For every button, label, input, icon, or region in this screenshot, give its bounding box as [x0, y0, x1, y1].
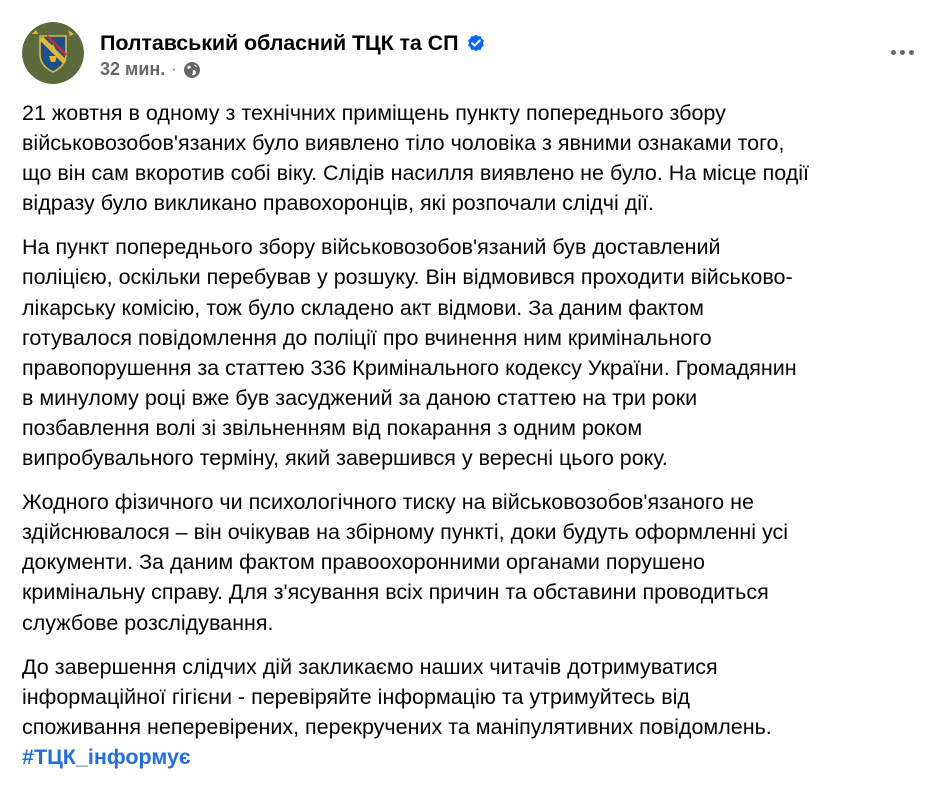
post-line: документи. За даним фактом правоохоронними органами порушено — [22, 550, 705, 575]
more-options-icon-dot — [909, 50, 914, 55]
post-line: відразу було викликано правохоронців, які розпочали слідчі дії. — [22, 191, 655, 216]
post-body — [22, 98, 922, 786]
emblem-icon — [22, 22, 84, 84]
post-paragraph — [22, 232, 922, 473]
post-line: інформаційної гігієни - перевіряйте інформацію та утримуйтесь від — [22, 684, 690, 709]
page-avatar[interactable] — [22, 22, 84, 84]
post-line: До завершення слідчих дій закликаємо наших читачів дотримуватися — [22, 654, 718, 679]
post-line: споживання неперевірених, перекручених та маніпулятивних повідомлень. — [22, 714, 772, 739]
verified-badge-icon — [466, 33, 486, 53]
post-line: службове розслідування. — [22, 610, 274, 635]
post-line: Жодного фізичного чи психологічного тиску на військовозобов'язаного не — [22, 490, 754, 515]
more-options-button[interactable] — [882, 36, 922, 68]
hashtag-link[interactable]: #ТЦК_інформує — [22, 744, 191, 769]
post-line: в минулому році вже був засуджений за даною статтею на три роки — [22, 385, 698, 410]
post-line: військовозобов'язаних було виявлено тіло чоловіка з явними ознаками того, — [22, 131, 785, 156]
post-line: здійснювалося – він очікував на збірному пункті, доки будуть оформленні усі — [22, 520, 789, 545]
post-paragraph — [22, 487, 922, 637]
post-line: правопорушення за статтею 336 Кримінального кодексу України. Громадянин — [22, 355, 797, 380]
post-line: випробувального терміну, який завершився у вересні цього року. — [22, 446, 668, 471]
post-line: позбавлення волі зі звільненням від покарання з одним роком — [22, 415, 643, 440]
more-options-icon-dot — [900, 50, 905, 55]
post-line: що він сам вкоротив собі віку. Слідів насилля виявлено не було. На місце події — [22, 161, 809, 186]
author-row — [100, 28, 486, 58]
post-line: лікарську комісію, тож було складено акт відмови. За даним фактом — [22, 295, 704, 320]
more-options-icon — [891, 50, 896, 55]
meta-separator: · — [171, 60, 177, 78]
post-meta — [100, 59, 201, 80]
post-line: готувалося повідомлення до поліції про вчинення ним кримінального — [22, 325, 712, 350]
post-line: поліцією, оскільки перебував у розшуку. Він відмовився проходити військово- — [22, 265, 793, 290]
author-name[interactable]: Полтавський обласний ТЦК та СП — [100, 30, 459, 55]
post-paragraph — [22, 652, 922, 772]
post-header — [22, 22, 922, 86]
post-paragraph — [22, 98, 922, 218]
globe-icon[interactable] — [183, 61, 201, 79]
post-line: кримінальну справу. Для з'ясування всіх причин та обставини проводиться — [22, 580, 769, 605]
post-timestamp[interactable]: 32 мин. — [100, 59, 166, 79]
post-line: 21 жовтня в одному з технічних приміщень пункту попереднього збору — [22, 101, 726, 125]
post-line: На пункт попереднього збору військовозобов'язаний був доставлений — [22, 235, 721, 260]
